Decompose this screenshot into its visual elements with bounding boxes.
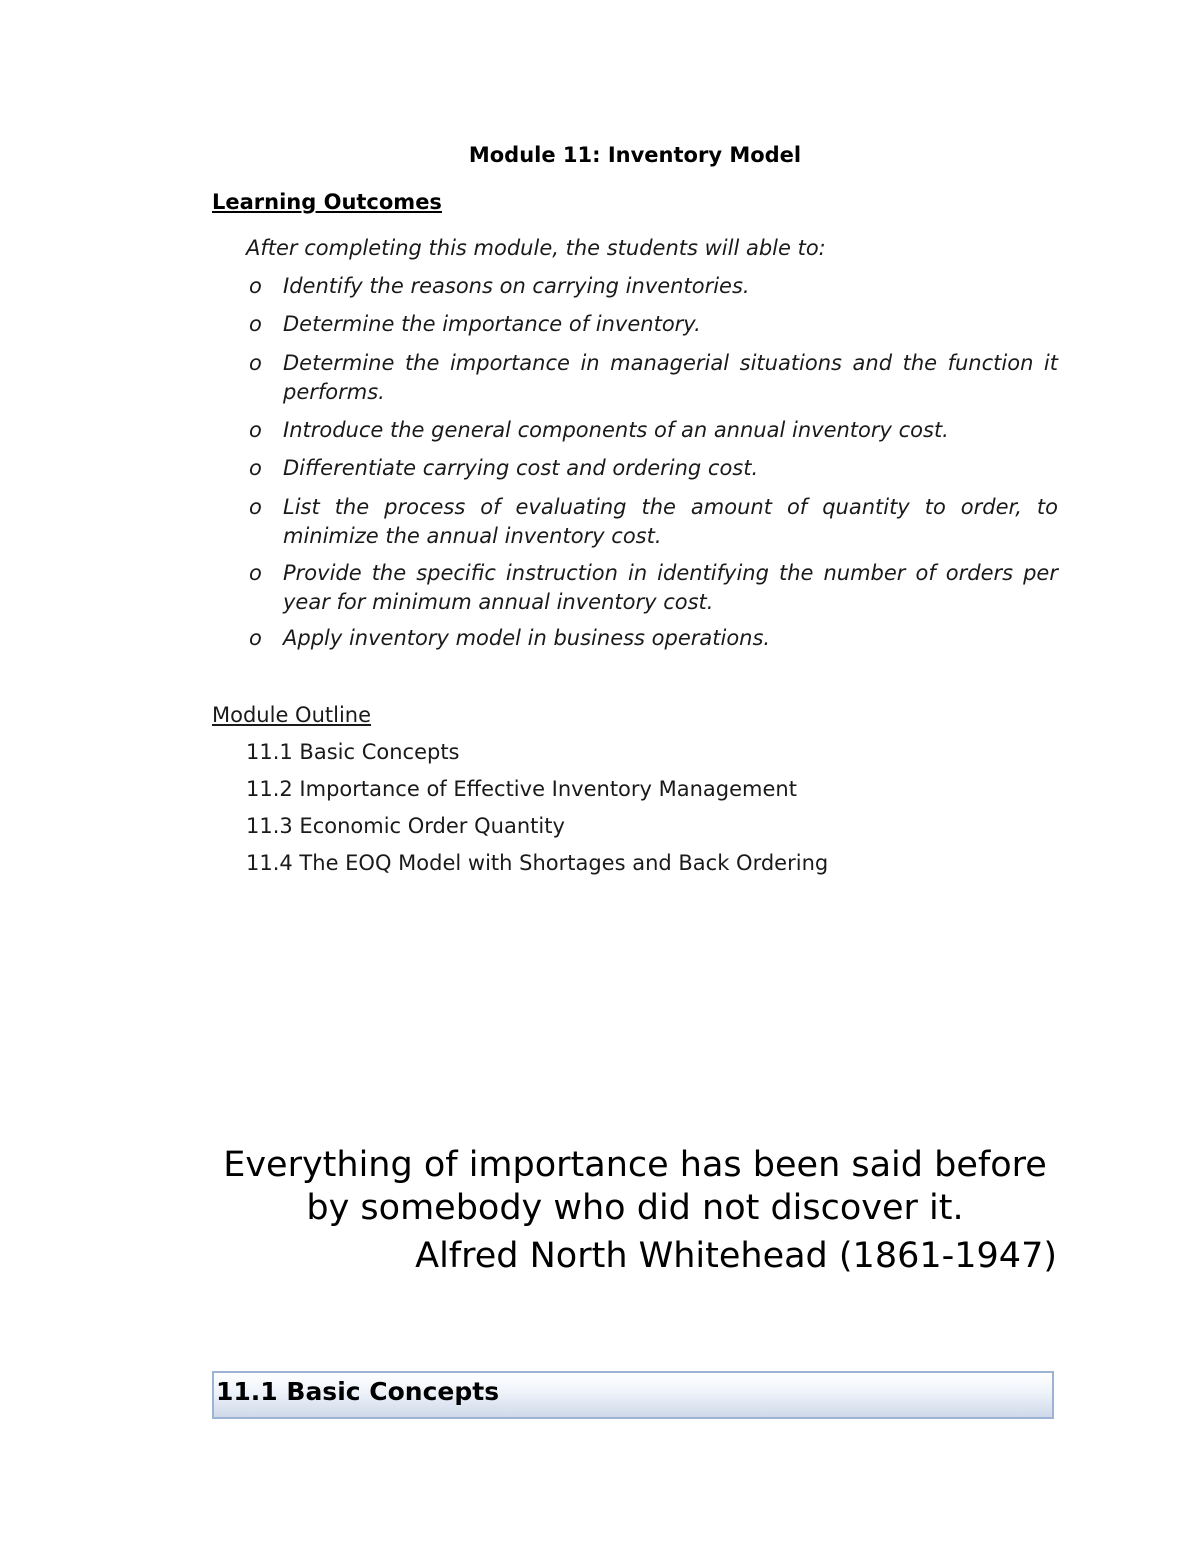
- list-item: [246, 416, 1058, 445]
- quote-line-1: Everything of importance has been said before: [223, 1145, 1047, 1185]
- list-item: [246, 272, 1058, 301]
- list-item: [246, 310, 1058, 339]
- outcome-text: Apply inventory model in business operations.: [283, 626, 771, 650]
- quote-author: Alfred North Whitehead (1861-1947): [415, 1236, 1057, 1276]
- list-item: [246, 624, 1058, 653]
- list-item: [246, 454, 1058, 483]
- bullet-icon: o: [249, 418, 262, 442]
- bullet-icon: o: [249, 456, 262, 480]
- bullet-icon: o: [249, 274, 262, 298]
- bullet-icon: o: [249, 626, 262, 650]
- outline-item: 11.1 Basic Concepts: [246, 740, 460, 764]
- module-outline-heading: Module Outline: [212, 703, 372, 727]
- outline-item: 11.3 Economic Order Quantity: [246, 814, 565, 838]
- outcome-text: Provide the specific instruction in identifying the number of orders per year for minimum annual inventory cost.: [283, 561, 1058, 614]
- outcome-text: List the process of evaluating the amount of quantity to order, to minimize the annual inventory cost.: [283, 495, 1058, 548]
- section-heading-box: [212, 1371, 1054, 1419]
- outline-item: 11.2 Importance of Effective Inventory Management: [246, 777, 797, 801]
- outcome-text: Determine the importance of inventory.: [283, 312, 701, 336]
- module-title: Module 11: Inventory Model: [468, 143, 802, 167]
- quote-text: [0, 1144, 1200, 1230]
- section-heading: 11.1 Basic Concepts: [216, 1377, 500, 1406]
- list-item: [246, 493, 1058, 551]
- outcome-text: Determine the importance in managerial situations and the function it performs.: [283, 351, 1058, 404]
- learning-outcomes-intro: After completing this module, the students will able to:: [246, 236, 826, 260]
- quote-line-2: by somebody who did not discover it.: [306, 1188, 964, 1228]
- list-item: [246, 349, 1058, 407]
- bullet-icon: o: [249, 495, 262, 519]
- bullet-icon: o: [249, 312, 262, 336]
- learning-outcomes-heading: Learning Outcomes: [212, 190, 442, 214]
- outcome-text: Introduce the general components of an annual inventory cost.: [283, 418, 949, 442]
- outcome-text: Identify the reasons on carrying inventories.: [283, 274, 750, 298]
- outline-item: 11.4 The EOQ Model with Shortages and Back Ordering: [246, 851, 829, 875]
- list-item: [246, 559, 1058, 617]
- bullet-icon: o: [249, 561, 262, 585]
- bullet-icon: o: [249, 351, 262, 375]
- outcome-text: Differentiate carrying cost and ordering cost.: [283, 456, 759, 480]
